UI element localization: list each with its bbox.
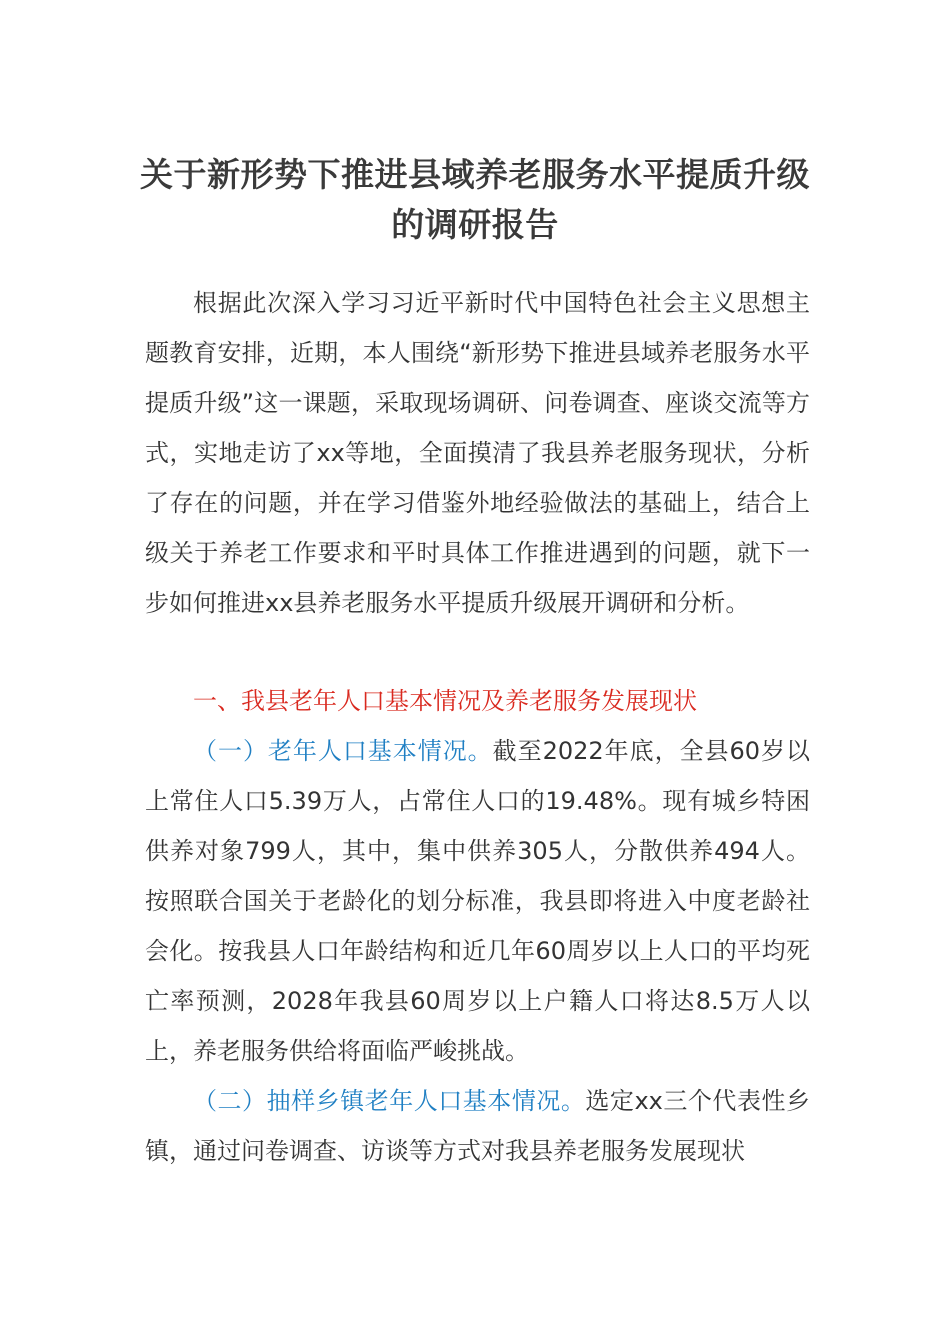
sub-heading-sampled-townships: （二）抽样乡镇老年人口基本情况。 bbox=[193, 1087, 586, 1115]
paragraph-sampled-townships-text: 选定xx三个代表性乡镇，通过问卷调查、访谈等方式对我县养老服务发展现状 bbox=[145, 1087, 811, 1165]
intro-paragraph: 根据此次深入学习习近平新时代中国特色社会主义思想主题教育安排，近期，本人围绕“新形势下推进县域养老服务水平提质升级”这一课题，采取现场调研、问卷调查、座谈交流等方式，实地走访了xx等地，全面摸清了我县养老服务现状，分析了存在的问题，并在学习借鉴外地经验做法的基础上，结合上级关于养老工作要求和平时具体工作推进遇到的问题，就下一步如何推进xx县养老服务水平提质升级展开调研和分析。 bbox=[145, 289, 810, 617]
paragraph-elderly-population-text: 截至2022年底，全县60岁以上常住人口5.39万人，占常住人口的19.48%。现有城乡特困供养对象799人，其中，集中供养305人，分散供养494人。按照联合国关于老龄化的划分标准，我县即将进入中度老龄社会化。按我县人口年龄结构和近几年60周岁以上人口的平均死亡率预测，2028年我县60周岁以上户籍人口将达8.5万人以上，养老服务供给将面临严峻挑战。 bbox=[145, 737, 811, 1065]
document-title: 关于新形势下推进县域养老服务水平提质升级的调研报告 bbox=[140, 155, 810, 244]
paragraph-sampled-townships bbox=[145, 1076, 810, 1176]
paragraph-elderly-population bbox=[145, 726, 810, 1076]
sub-heading-elderly-population: （一）老年人口基本情况。 bbox=[193, 737, 493, 765]
section-heading: 一、我县老年人口基本情况及养老服务发展现状 bbox=[193, 687, 697, 715]
